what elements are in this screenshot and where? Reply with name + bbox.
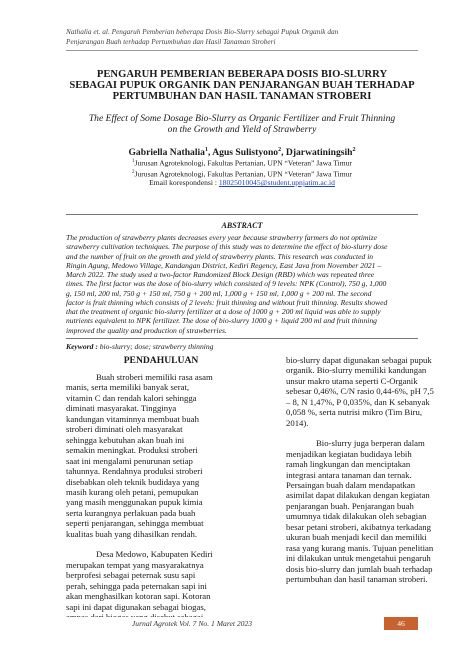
abstract-line: March 2022. The study used a two-factor Randomized Block Design (RBD) which was repeated three bbox=[66, 270, 375, 279]
keywords-text: bio-slurry; dose; strawberry thinning bbox=[99, 342, 214, 351]
text-line: diminati masyarakat. Tingginya bbox=[66, 403, 177, 414]
correspondence-email bbox=[66, 178, 418, 187]
abstract-body bbox=[66, 233, 418, 335]
text-line: semakin meningkat. Produksi stroberi bbox=[66, 445, 198, 456]
abstract-line: Ringin Agung, Medowo Village, Kandangan District, Kediri Regency, East Java from November 2021 – bbox=[66, 260, 382, 270]
text-line: Bio-slurry juga berperan dalam bbox=[316, 438, 425, 449]
text-line: berprofesi sebagai peternak susu sapi bbox=[66, 570, 196, 581]
section-heading: PENDAHULUAN bbox=[123, 355, 199, 366]
text-line: yang masih menggunakan pupuk kimia bbox=[66, 497, 203, 508]
text-line: kualitas buah yang dihasilkan rendah. bbox=[66, 528, 197, 539]
right-column bbox=[286, 355, 474, 585]
author-3-affiliation-mark: 2 bbox=[352, 147, 356, 153]
affiliation-2-mark: 2 bbox=[132, 169, 135, 175]
text-line: kandungan vitaminnya membuat buah bbox=[66, 413, 199, 424]
text-line: dosis bio-slurry dan jumlah buah terhadap bbox=[286, 563, 433, 574]
keywords bbox=[66, 342, 418, 351]
text-line: organik. Bio-slurry memiliki kandungan bbox=[286, 365, 427, 376]
email-label: Email korespondensi : bbox=[149, 178, 219, 188]
text-line: masih kurang oleh petani, pemupukan bbox=[66, 486, 199, 497]
text-line: serta kurangnya perlakuan pada buah bbox=[66, 507, 196, 518]
text-line: sehingga kebutuhan akan buah ini bbox=[66, 434, 185, 445]
title-line-1: PENGARUH PEMBERIAN BEBERAPA DOSIS BIO-SLURRY bbox=[96, 69, 388, 80]
footer-journal: Jurnal Agrotek Vol. 7 No. 1 Maret 2023 bbox=[131, 619, 253, 628]
page-number-badge: 46 bbox=[384, 617, 418, 630]
author-2-affiliation-mark: 2 bbox=[278, 147, 282, 153]
text-line: merupakan tempat yang masyarakatnya bbox=[66, 559, 204, 570]
text-line: vitamin C dan rendah kalori sehingga bbox=[66, 392, 197, 403]
paragraph-gap bbox=[286, 428, 474, 438]
text-line: unsur makro utama seperti C-Organik bbox=[286, 375, 418, 386]
text-line: penjarangan buah. Penjarangan buah bbox=[286, 500, 414, 511]
text-line: perah, sehingga pada peternakan sapi ini bbox=[66, 580, 207, 591]
running-head-line-1: Nathalia et. al. Pengaruh Pemberian beberapa Dosis Bio-Slurry sebagai Pupuk Organik dan bbox=[66, 27, 339, 36]
text-line: integrasi antara tanaman dan ternak. bbox=[286, 469, 412, 480]
intro-paragraph-3 bbox=[286, 355, 474, 428]
text-line: besar petani stroberi, akibatnya terkadang bbox=[286, 521, 431, 532]
english-title-line-2: on the Growth and Yield of Strawberry bbox=[167, 124, 317, 135]
text-line: umumnya tidak dilakukan oleh sebagian bbox=[286, 511, 427, 522]
abstract-line: and the number of fruit on the growth and yield of strawberry plants. This research was conducted in bbox=[66, 251, 374, 261]
affiliation-1 bbox=[66, 157, 418, 168]
author-separator: , bbox=[207, 147, 213, 159]
keywords-label: Keyword : bbox=[66, 342, 100, 351]
text-line: menjadikan kegiatan budidaya lebih bbox=[286, 448, 412, 459]
running-head bbox=[66, 27, 418, 47]
text-line: stroberi diminati oleh masyarakat bbox=[66, 424, 183, 435]
affiliation-1-mark: 1 bbox=[132, 159, 135, 164]
header-divider bbox=[66, 50, 418, 51]
english-title bbox=[66, 113, 418, 135]
abstract-line: strawberry cultivation techniques. The purpose of this study was to determine the effect of bio-slurry dose bbox=[66, 242, 388, 252]
paper-title bbox=[66, 69, 418, 102]
text-line: bio-slurry dapat digunakan sebagai pupuk bbox=[286, 355, 432, 365]
author-separator: , bbox=[281, 147, 286, 159]
author-2: Agus Sulistyono bbox=[212, 147, 279, 159]
title-line-3: PERTUMBUHAN DAN HASIL TANAMAN STROBERI bbox=[112, 91, 372, 102]
text-line: pertumbuhan dan hasil tanaman stroberi. bbox=[286, 574, 428, 585]
text-line: ramah lingkungan dan menciptakan bbox=[286, 459, 411, 470]
email-link[interactable]: 18025010045@student.upnjatim.ac.id bbox=[218, 178, 335, 188]
affiliations bbox=[66, 157, 418, 187]
abstract-bottom-divider bbox=[66, 338, 418, 339]
text-line: Buah stroberi memiliki rasa asam bbox=[96, 372, 213, 382]
text-line: ukuran buah menjadi kecil dan memiliki bbox=[286, 532, 427, 543]
affiliation-1-text: Jurusan Agroteknologi, Fakultas Pertanian, UPN “Veteran” Jawa Timur bbox=[134, 158, 352, 168]
affiliation-2 bbox=[66, 168, 418, 179]
text-line: sapi ini dapat digunakan sebagai biogas, bbox=[66, 601, 206, 612]
text-line: sebesar 0,46%, C/N rasio 0,44-6%, pH 7,5 bbox=[286, 386, 434, 397]
running-head-line-2: Penjarangan Buah terhadap Pertumbuhan dan Hasil Tanaman Stroberi bbox=[66, 37, 276, 46]
abstract-line: The production of strawberry plants decreases every year because strawberry farmers do not optimize bbox=[66, 233, 377, 242]
affiliation-2-text: Jurusan Agroteknologi, Fakultas Pertanian, UPN “Veteran” Jawa Timur bbox=[134, 169, 352, 179]
text-line: akan menghasilkan kotoran sapi. Kotoran bbox=[66, 591, 211, 602]
text-line: tahunnya. Rendahnya produksi stroberi bbox=[66, 466, 203, 477]
text-line: 0,058 %, serta nutrisi mikro (Tim Biru, bbox=[286, 407, 423, 418]
text-line: Desa Medowo, Kabupaten Kediri bbox=[96, 549, 213, 560]
intro-paragraph-2 bbox=[66, 549, 254, 622]
text-line: ini dilakukan untuk mengetahui pengaruh bbox=[286, 553, 431, 564]
text-line: – 8, N 1,47%, P 0,035%, dan K sebanyak bbox=[286, 396, 430, 407]
author-1-affiliation-mark: 1 bbox=[204, 147, 208, 153]
abstract-line: that the treatment of organic bio-slurry fertilizer at a dose of 1000 g + 200 ml liquid was able to supply bbox=[66, 307, 381, 316]
author-1: Gabriella Nathalia bbox=[128, 147, 205, 159]
title-line-2: SEBAGAI PUPUK ORGANIK DAN PENJARANGAN BUAH TERHADAP bbox=[69, 80, 415, 91]
left-column bbox=[66, 355, 254, 622]
text-line: manis, serta memiliki banyak serat, bbox=[66, 382, 190, 393]
text-line: 2014). bbox=[286, 417, 309, 428]
abstract-line: improved the quality and production of strawberries. bbox=[66, 325, 227, 335]
author-3: Djarwatiningsih bbox=[285, 147, 353, 159]
abstract-top-divider bbox=[66, 214, 418, 215]
text-line: asimilat dapat dilakukan dengan kegiatan bbox=[286, 490, 430, 501]
abstract-line: g, 150 ml, 200 ml, 750 g + 150 ml, 750 g + 200 ml, 1,000 g + 150 ml, 1,000 g + 200 ml. The second bbox=[66, 288, 372, 298]
text-line: seperti penjarangan, sehingga membuat bbox=[66, 518, 204, 529]
abstract-heading: ABSTRACT bbox=[221, 221, 263, 230]
text-line: Persaingan buah dalam mendapatkan bbox=[286, 479, 416, 490]
intro-paragraph-4 bbox=[286, 438, 474, 584]
english-title-line-1: The Effect of Some Dosage Bio-Slurry as Organic Fertilizer and Fruit Thinning bbox=[88, 113, 396, 124]
text-line: disebabkan oleh teknik budidaya yang bbox=[66, 476, 200, 487]
intro-paragraph-1 bbox=[66, 372, 254, 539]
paragraph-gap bbox=[66, 539, 254, 549]
text-line: rasa yang kurang manis. Tujuan penelitian bbox=[286, 542, 434, 553]
abstract-line: times. The first factor was the dose of bio-slurry which consisted of 9 levels: NPK (Control), 750 g, 1,000 bbox=[66, 279, 387, 289]
abstract-line: factor is fruit thinning which consists of 2 levels: fruit thinning and without fruit thinning. Results showed bbox=[66, 297, 388, 307]
abstract-line: nutrients equivalent to NPK fertilizer. The dose of bio-slurry 1000 g + liquid 200 ml and fruit thinning bbox=[66, 316, 377, 326]
text-line: saat ini mengalami penurunan setiap bbox=[66, 455, 193, 466]
